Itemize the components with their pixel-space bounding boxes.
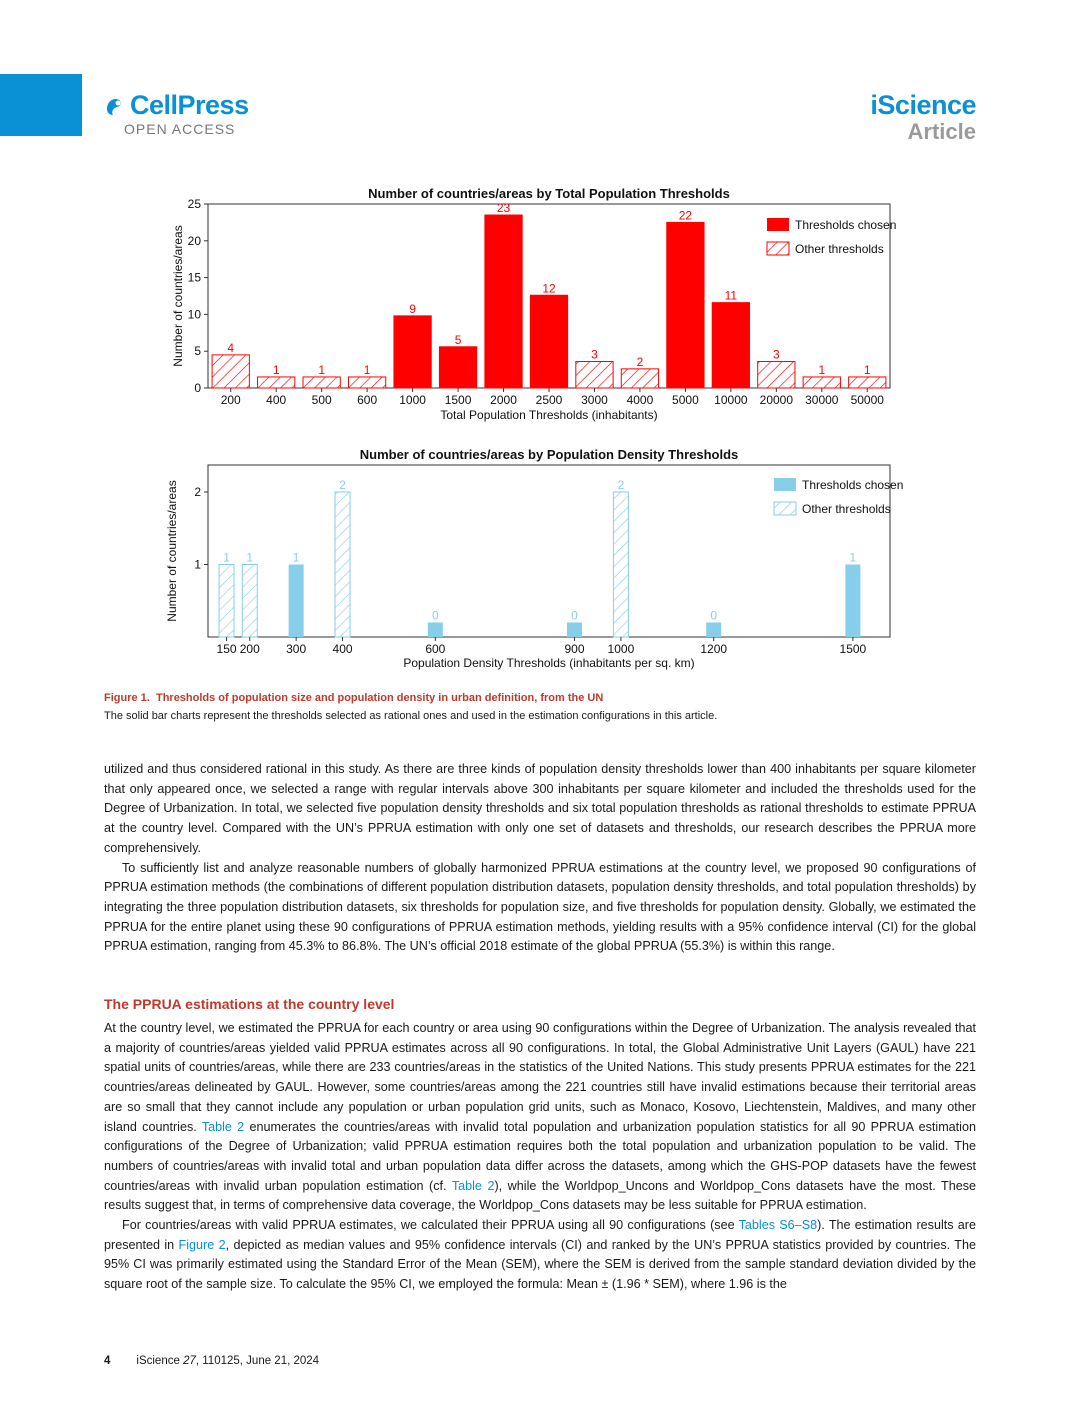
legend-label-chosen: Thresholds chosen xyxy=(802,478,904,492)
bar-value-label: 1 xyxy=(818,362,826,377)
x-tick-label: 1500 xyxy=(839,642,867,656)
bar xyxy=(242,565,257,638)
bar-value-label: 11 xyxy=(724,288,738,303)
cellpress-logo[interactable] xyxy=(104,90,249,137)
x-tick-label: 2500 xyxy=(535,393,563,407)
x-tick-label: 50000 xyxy=(850,393,884,407)
x-tick-label: 1000 xyxy=(399,393,426,407)
bar-value-label: 1 xyxy=(863,362,871,377)
brand-name: CellPress xyxy=(130,90,249,120)
chart-population-density xyxy=(160,443,920,673)
legend-label-other: Other thresholds xyxy=(795,242,884,256)
figure-title: Thresholds of population size and population density in urban definition, from the UN xyxy=(155,692,604,704)
bar xyxy=(485,215,522,388)
bar-value-label: 1 xyxy=(363,362,371,377)
bar-value-label: 2 xyxy=(617,478,625,492)
bar xyxy=(212,355,249,388)
figure-2-link[interactable]: Figure 2 xyxy=(178,1237,226,1252)
bar xyxy=(219,565,234,638)
tables-s6-s8-link[interactable]: Tables S6–S8 xyxy=(738,1218,818,1233)
journal-name: iScience xyxy=(870,90,976,120)
x-tick-label: 300 xyxy=(286,642,307,656)
legend-label-chosen: Thresholds chosen xyxy=(795,218,897,232)
y-tick-label: 25 xyxy=(187,197,201,211)
bar xyxy=(348,377,385,388)
x-tick-label: 4000 xyxy=(626,393,654,407)
y-tick-label: 2 xyxy=(194,485,201,499)
x-tick-label: 3000 xyxy=(581,393,608,407)
bar xyxy=(530,295,567,388)
y-tick-label: 15 xyxy=(187,270,201,285)
legend-label-other: Other thresholds xyxy=(802,502,891,516)
x-axis-label: Total Population Thresholds (inhabitants) xyxy=(440,408,658,422)
bar-value-label: 3 xyxy=(591,347,598,362)
legend-swatch-other xyxy=(774,502,796,515)
bar-value-label: 1 xyxy=(272,362,280,377)
paragraph-3: At the country level, we estimated the PPRUA for each country or area using 90 configurations within the Degree of Urbanization. The analysis revealed that a majority of countries/areas yielded valid PPRUA estimates across all 90 configurations. In total, the Global Administrative Unit Layers (GAUL) have 221 spatial units of countries/areas, while there are 233 countries/areas in the statistics of the United Nations. This study presents PPRUA estimates for the 221 countries/areas delineated by GAUL. However, some countries/areas among the 221 countries still have invalid estimations because their territorial areas are so small that they cannot include any population or urban population grid units, such as Monaco, Kosovo, Liechtenstein, Maldives, and many other island countries. Table 2 enumerates the countries/areas with invalid total population and urbanization population statistics for all 90 PPRUA estimation configurations of the Degree of Urbanization; valid PPRUA estimation requires both the total population and urbanization population to be valid. The numbers of countries/areas with invalid total and urban population data differ across the datasets, among which the GHS-POP datasets have the fewest countries/areas with invalid urban population estimation (cf. Table 2), while the Worldpop_Uncons and Worldpop_Cons datasets have the most. These results suggest that, in terms of comprehensive data coverage, the Worldpop_Cons datasets may be less suitable for PPRUA estimation. xyxy=(104,1021,977,1213)
bar-value-label: 9 xyxy=(409,301,416,316)
x-tick-label: 200 xyxy=(220,393,241,407)
bar-value-label: 2 xyxy=(636,354,644,369)
x-tick-label: 1500 xyxy=(444,393,472,407)
bar xyxy=(712,303,749,388)
bar-value-label: 1 xyxy=(318,362,326,377)
bar xyxy=(845,565,860,638)
bar-value-label: 1 xyxy=(223,550,230,565)
article-type: Article xyxy=(907,119,976,144)
paragraph-2: To sufficiently list and analyze reasonable numbers of globally harmonized PPRUA estimations at the country level, we proposed 90 configurations of PPRUA estimation methods (the combinations of different population distribution datasets, population density thresholds, and total population thresholds) by integrating the three population distribution datasets, six thresholds for population size, and five thresholds for population density. Globally, we estimated the PPRUA for the entire planet using these 90 configurations of PPRUA estimation methods, yielding results with a 95% confidence interval (CI) for the global PPRUA estimation, ranging from 45.3% to 86.8%. The UN’s official 2018 estimate of the global PPRUA (55.3%) is within this range. xyxy=(104,860,976,954)
bar xyxy=(258,377,295,388)
page-number: 4 xyxy=(104,1355,111,1367)
bar xyxy=(803,377,840,388)
legend-swatch-chosen xyxy=(767,218,789,231)
legend-swatch-chosen xyxy=(774,478,796,491)
bar-value-label: 0 xyxy=(710,608,718,623)
bar xyxy=(289,565,304,638)
footer-citation: , 110125, June 21, 2024 xyxy=(195,1355,320,1367)
x-tick-label: 400 xyxy=(266,393,287,407)
bar xyxy=(621,369,658,388)
section-heading: The PPRUA estimations at the country level xyxy=(104,996,395,1012)
y-tick-label: 0 xyxy=(194,381,201,395)
x-tick-label: 200 xyxy=(239,642,260,656)
bar-value-label: 0 xyxy=(431,608,439,623)
bar-value-label: 3 xyxy=(772,347,780,362)
table-2-link[interactable]: Table 2 xyxy=(201,1119,245,1134)
corner-accent-block xyxy=(0,74,82,136)
bar xyxy=(758,362,795,388)
bar xyxy=(567,623,582,638)
y-axis-label: Number of countries/areas xyxy=(171,225,185,367)
table-2-link-ref[interactable]: Table 2 xyxy=(451,1178,495,1193)
bar xyxy=(576,362,613,388)
figure-description: The solid bar charts represent the thresholds selected as rational ones and used in the estimation configurations in this article. xyxy=(104,710,718,722)
footer-journal: iScience xyxy=(136,1355,180,1367)
y-tick-label: 10 xyxy=(187,307,201,322)
y-tick-label: 5 xyxy=(194,344,201,359)
figure-label: Figure 1. xyxy=(104,692,150,704)
bar-value-label: 1 xyxy=(246,550,254,565)
bar xyxy=(335,492,350,637)
bar-value-label: 12 xyxy=(542,281,556,296)
x-tick-label: 600 xyxy=(425,642,446,656)
bar xyxy=(428,623,443,638)
x-tick-label: 5000 xyxy=(672,393,699,407)
x-tick-label: 900 xyxy=(564,642,585,656)
bar xyxy=(303,377,340,388)
bar-value-label: 1 xyxy=(849,550,857,565)
paragraph-1: utilized and thus considered rational in this study. As there are three kinds of population density thresholds lower than 400 inhabitants per square kilometer that only appeared once, we selected a range with regular intervals above 300 inhabitants per square kilometer and included the thresholds used for the Degree of Urbanization. In total, we selected five population density thresholds and six total population thresholds as rational thresholds to estimate PPRUA at the country level. Compared with the UN’s PPRUA estimation with only one set of datasets and thresholds, our research describes the PPRUA more comprehensively. xyxy=(104,762,976,855)
bar xyxy=(439,347,476,388)
cellpress-mark-icon xyxy=(104,95,126,117)
page-footer xyxy=(104,1355,319,1367)
y-tick-label: 20 xyxy=(187,233,201,248)
bar xyxy=(394,316,431,388)
x-tick-label: 150 xyxy=(216,642,237,656)
legend-swatch-other xyxy=(767,242,789,255)
bar xyxy=(849,377,886,388)
bar-value-label: 0 xyxy=(571,608,578,623)
x-tick-label: 500 xyxy=(311,393,332,407)
bar-value-label: 4 xyxy=(227,340,235,355)
bar xyxy=(613,492,628,637)
brand-subtitle: OPEN ACCESS xyxy=(124,121,236,137)
x-tick-label: 10000 xyxy=(714,393,748,407)
chart-total-population xyxy=(160,180,920,425)
x-tick-label: 1200 xyxy=(700,642,728,656)
x-tick-label: 1000 xyxy=(607,642,635,656)
y-axis-label: Number of countries/areas xyxy=(165,480,179,622)
bar-value-label: 23 xyxy=(496,201,511,216)
bar xyxy=(706,623,721,638)
bar xyxy=(667,222,704,388)
body-text-bottom xyxy=(104,1019,976,1295)
x-tick-label: 400 xyxy=(332,642,353,656)
bar-value-label: 22 xyxy=(678,208,693,223)
figure-caption xyxy=(104,689,984,725)
bar-value-label: 1 xyxy=(292,550,300,565)
paragraph-4: For countries/areas with valid PPRUA estimates, we calculated their PPRUA using all 90 configurations (see Tables S6–S8). The estimation results are presented in Figure 2, depicted as median values and 95% confidence intervals (CI) and ranked by the UN’s PPRUA statistics provided by countries. The 95% CI was primarily estimated using the Standard Error of the Mean (SEM), where the SEM is derived from the sample standard deviation divided by the square root of the sample size. To calculate the 95% CI, we employed the formula: Mean ± (1.96 * SEM), where 1.96 is the xyxy=(104,1218,976,1292)
chart-title: Number of countries/areas by Total Population Thresholds xyxy=(368,186,730,201)
body-text-top xyxy=(104,760,976,957)
x-tick-label: 30000 xyxy=(805,393,839,407)
x-axis-label: Population Density Thresholds (inhabitants per sq. km) xyxy=(403,656,695,670)
chart-title: Number of countries/areas by Population Density Thresholds xyxy=(359,447,739,462)
x-tick-label: 20000 xyxy=(759,393,794,407)
y-tick-label: 1 xyxy=(194,557,201,572)
footer-volume: 27 xyxy=(183,1355,196,1367)
journal-masthead xyxy=(870,90,976,145)
bar-value-label: 2 xyxy=(339,478,346,492)
bar-value-label: 5 xyxy=(454,332,462,347)
x-tick-label: 600 xyxy=(357,393,378,407)
x-tick-label: 2000 xyxy=(490,393,517,407)
